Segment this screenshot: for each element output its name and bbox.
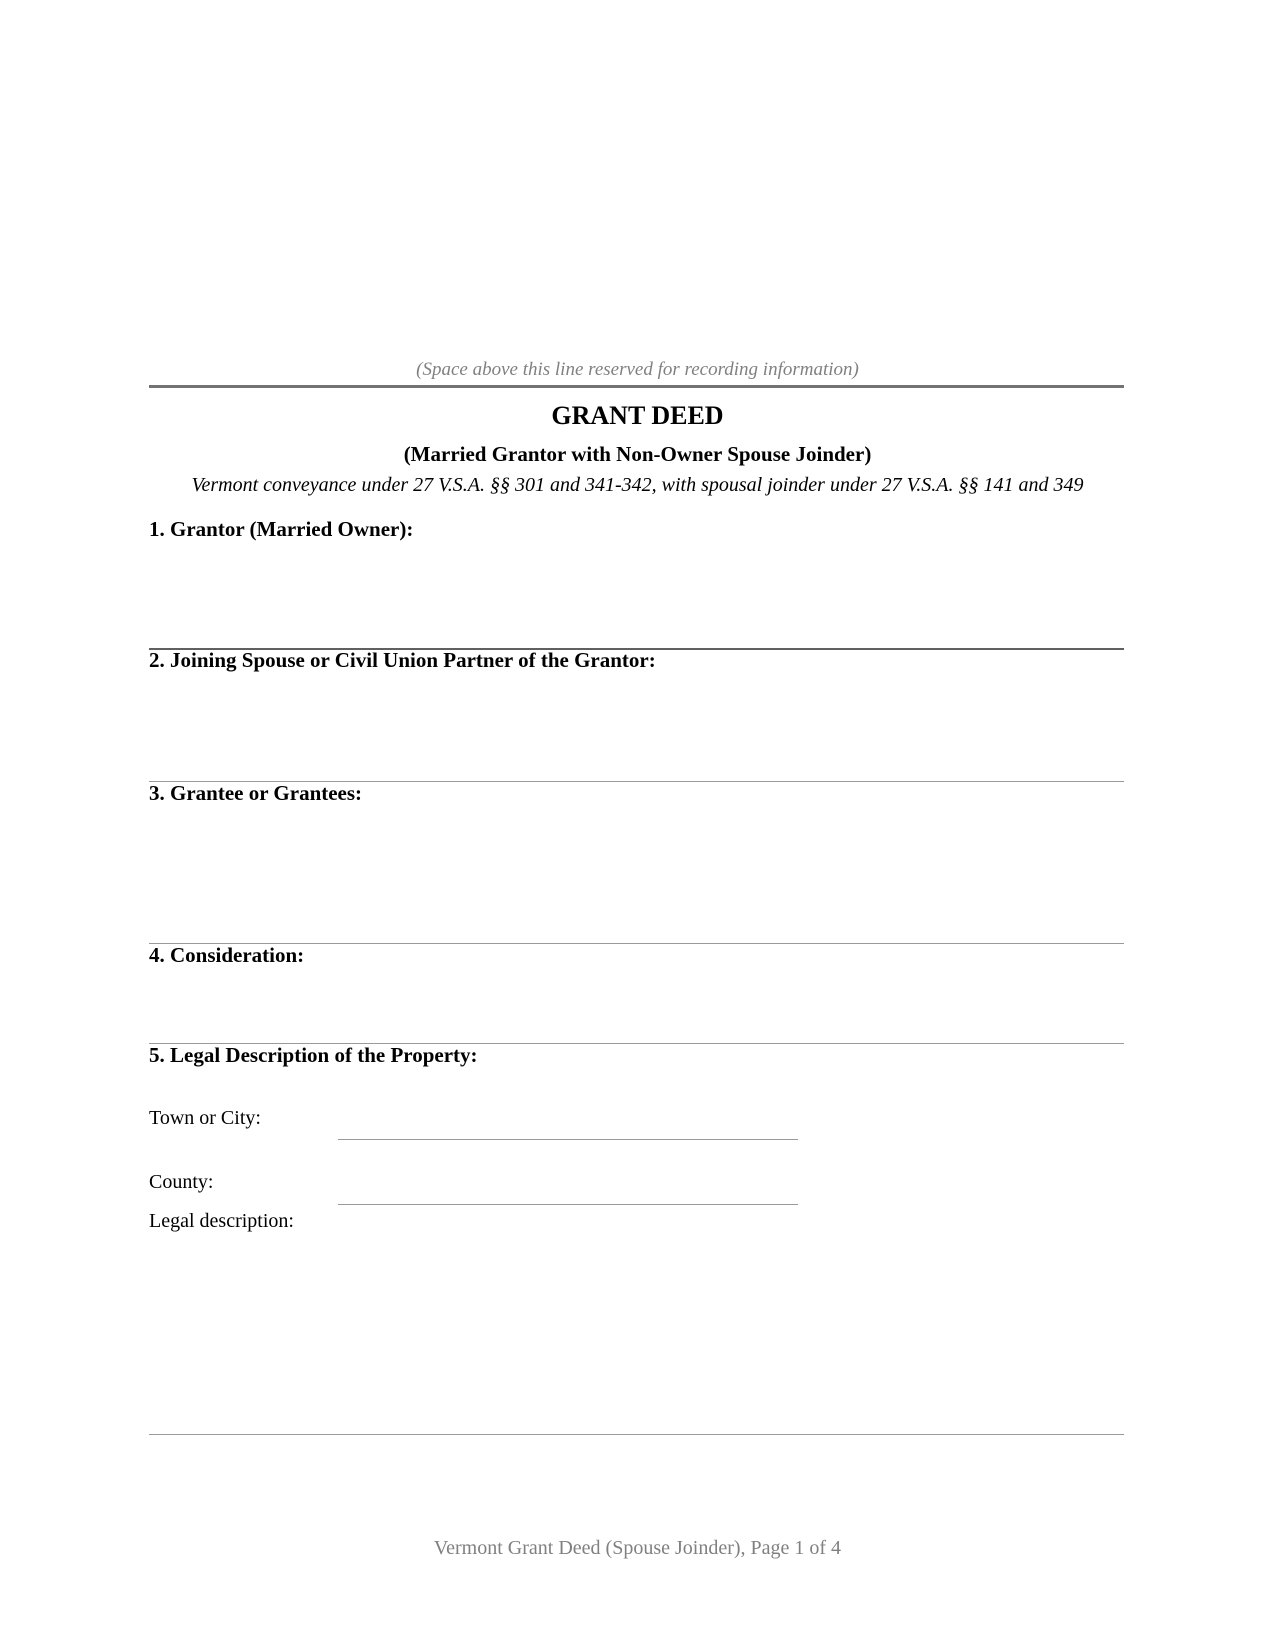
- document-title: GRANT DEED: [551, 401, 724, 430]
- recording-divider: [149, 385, 1124, 388]
- page-footer: Vermont Grant Deed (Spouse Joinder), Page 1 of 4: [433, 1537, 842, 1559]
- county-input[interactable]: [338, 1204, 798, 1205]
- section-spouse-heading: 2. Joining Spouse or Civil Union Partner of the Grantor:: [149, 648, 656, 672]
- recording-space-note: (Space above this line reserved for recording information): [416, 359, 859, 380]
- county-label: County:: [149, 1171, 214, 1193]
- statute-reference: Vermont conveyance under 27 V.S.A. §§ 301 and 341-342, with spousal joinder under 27 V.S.A. §§ 141 and 349: [191, 474, 1084, 496]
- section-legal-description-heading: 5. Legal Description of the Property:: [149, 1043, 478, 1067]
- town-input[interactable]: [338, 1139, 798, 1140]
- section-grantee-heading: 3. Grantee or Grantees:: [149, 781, 363, 805]
- town-label: Town or City:: [149, 1107, 261, 1129]
- document-subtitle: (Married Grantor with Non-Owner Spouse Joinder): [403, 442, 872, 466]
- legal-description-label: Legal description:: [149, 1210, 294, 1232]
- section-consideration-heading: 4. Consideration:: [149, 943, 305, 967]
- legal-description-input[interactable]: [149, 1434, 1124, 1435]
- section-grantor-heading: 1. Grantor (Married Owner):: [149, 517, 414, 541]
